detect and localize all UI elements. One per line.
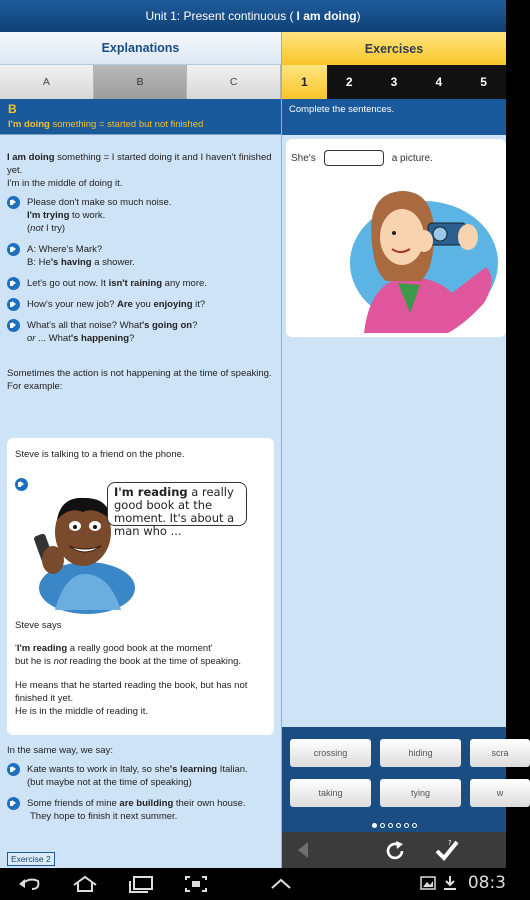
means-text: He means that he started reading the book, but has not finished it yet. He is in the middle of reading it. <box>15 680 248 717</box>
page-dot[interactable] <box>388 823 393 828</box>
exercise-tab-4[interactable]: 4 <box>435 75 443 89</box>
chevron-up-icon[interactable] <box>270 875 292 891</box>
exercise-number-tabs <box>282 65 506 99</box>
exercise-tab-1[interactable]: 1 <box>282 65 327 99</box>
screenshot-icon[interactable] <box>184 875 208 893</box>
speaker-icon[interactable] <box>7 319 20 332</box>
word-chip[interactable]: hiding <box>380 739 461 767</box>
speech-bubble: I'm reading a really good book at the moment. It's about a man who ... <box>107 482 247 526</box>
page-dot[interactable] <box>412 823 417 828</box>
example-item: What's all that noise? What's going on? or ... What's happening? <box>7 319 274 345</box>
section-tab-b[interactable]: B <box>94 65 188 99</box>
explanation-content <box>0 135 281 409</box>
retry-icon[interactable] <box>384 840 406 862</box>
exercise-tab-2[interactable]: 2 <box>345 75 353 89</box>
speaker-icon[interactable] <box>7 277 20 290</box>
speaker-icon[interactable] <box>7 797 20 810</box>
section-tab-a[interactable]: A <box>0 65 94 99</box>
page-dot[interactable] <box>372 823 377 828</box>
title-prefix: Unit 1: Present continuous ( <box>145 9 294 23</box>
exercise-tab-5[interactable]: 5 <box>480 75 487 89</box>
example-card <box>7 438 274 735</box>
tab-explanations[interactable]: Explanations <box>0 32 281 65</box>
exercises-panel <box>282 32 509 868</box>
home-icon[interactable] <box>72 875 98 893</box>
title-suffix: ) <box>356 9 361 23</box>
exercise-controls <box>282 832 506 868</box>
example-item: Let's go out now. It isn't raining any more. <box>7 277 274 290</box>
speaker-icon[interactable] <box>7 763 20 776</box>
question-line <box>291 150 433 166</box>
question-suffix: a picture. <box>391 152 433 164</box>
quote-text: 'I'm reading a really good book at the moment' but he is not reading the book at the time of speaking. <box>15 643 242 667</box>
explanations-panel <box>0 32 281 868</box>
page-dot[interactable] <box>404 823 409 828</box>
title-bold: I am doing <box>296 9 357 23</box>
card-intro: Steve is talking to a friend on the phone. <box>15 449 185 460</box>
page-dot[interactable] <box>396 823 401 828</box>
title-bar <box>0 0 506 32</box>
check-answer-icon[interactable] <box>434 838 460 862</box>
explanation-content-lower <box>0 738 281 841</box>
section-subtitle: I'm doing something = started but not finished <box>8 119 204 130</box>
speaker-icon[interactable] <box>7 196 20 209</box>
exercise-2-link[interactable]: Exercise 2 <box>7 852 55 866</box>
exercise-tab-3[interactable]: 3 <box>390 75 398 89</box>
recent-apps-icon[interactable] <box>128 875 154 893</box>
exercise-card <box>286 139 506 337</box>
gallery-notification-icon <box>420 875 436 891</box>
woman-camera-illustration <box>336 183 501 333</box>
clock: 08:3 <box>467 873 506 893</box>
steve-says: Steve says <box>15 620 62 631</box>
exercise-instruction: Complete the sentences. <box>282 99 506 135</box>
word-chip[interactable]: w <box>470 779 530 807</box>
example-item: Kate wants to work in Italy, so she's learning Italian. (but maybe not at the time of speaking) <box>7 763 274 789</box>
example-item: A: Where's Mark? B: He's having a shower. <box>7 243 274 269</box>
word-chip[interactable]: scra <box>470 739 530 767</box>
word-chip[interactable]: crossing <box>290 739 371 767</box>
question-prefix: She's <box>291 152 316 164</box>
sometimes-text: Sometimes the action is not happening at the time of speaking. For example: <box>7 368 272 392</box>
page-dot[interactable] <box>380 823 385 828</box>
example-item: How's your new job? Are you enjoying it? <box>7 298 274 311</box>
word-chip[interactable]: taking <box>290 779 371 807</box>
speaker-icon[interactable] <box>7 243 20 256</box>
section-header <box>0 99 281 135</box>
section-tab-c[interactable]: C <box>187 65 281 99</box>
speaker-icon[interactable] <box>7 298 20 311</box>
tab-exercises[interactable]: Exercises <box>282 32 506 65</box>
back-icon[interactable] <box>18 875 42 893</box>
example-item: Please don't make so much noise. I'm trying to work. (not I try) <box>7 196 274 235</box>
download-notification-icon <box>443 875 457 891</box>
section-letter: B <box>8 102 17 116</box>
example-item: Some friends of mine are building their own house. They hope to finish it next summer. <box>7 797 274 823</box>
answer-blank[interactable] <box>324 150 384 166</box>
same-way-text: In the same way, we say: <box>7 745 113 756</box>
section-tabs <box>0 65 281 99</box>
word-chip[interactable]: tying <box>380 779 461 807</box>
system-nav-bar <box>0 868 506 900</box>
svg-text:?: ? <box>448 839 452 847</box>
intro-text: I am doing something = I started doing it and I haven't finished yet. I'm in the middle of doing it. <box>7 152 272 189</box>
page-dots <box>282 818 506 832</box>
back-arrow-icon[interactable] <box>296 841 310 859</box>
word-bank <box>282 727 509 819</box>
